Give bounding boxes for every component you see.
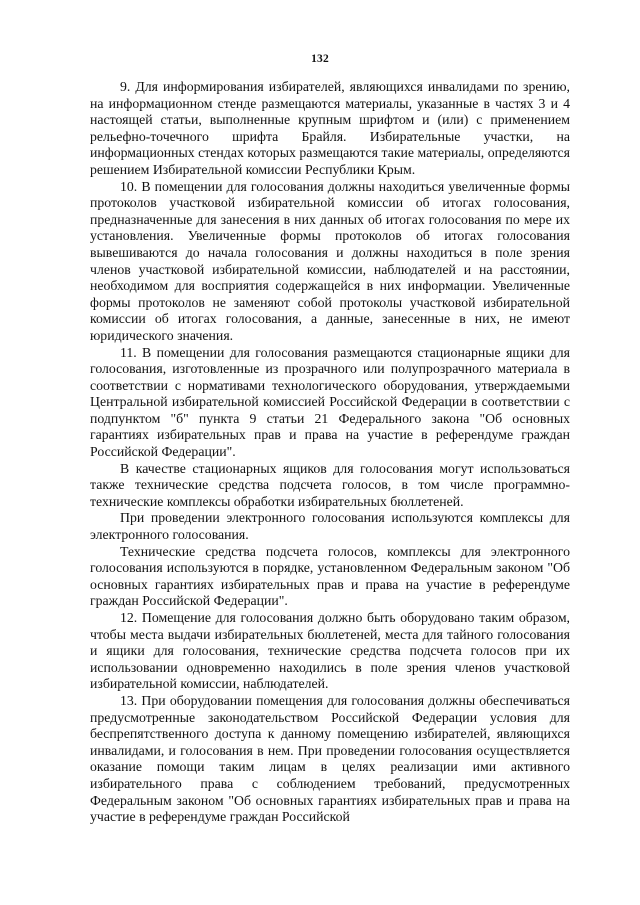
paragraph-11-technical-means: Технические средства подсчета голосов, комплексы для электронного голосования используются в порядке, установленном Федеральным законом "Об основных гарантиях избирательных прав и права на участие в референдуме граждан Российской Федерации". (90, 543, 570, 609)
document-body (90, 79, 570, 826)
paragraph-9: 9. Для информирования избирателей, являющихся инвалидами по зрению, на информационном стенде размещаются материалы, указанные в частях 3 и 4 настоящей статьи, выполненные крупным шрифтом и (или) с применением рельефно-точечного шрифта Брайля. Избирательные участки, на информационных стендах которых размещаются такие материалы, определяются решением Избирательной комиссии Республики Крым. (90, 79, 570, 177)
paragraph-10: 10. В помещении для голосования должны находиться увеличенные формы протоколов участковой избирательной комиссии об итогах голосования, предназначенные для занесения в них данных об итогах голосования по мере их установления. Увеличенные формы протоколов об итогах голосования вывешиваются до начала голосования и должны находиться в поле зрения членов участковой избирательной комиссии, наблюдателей и на расстоянии, необходимом для восприятия содержащейся в них информации. Увеличенные формы протоколов не заменяют собой протоколы участковой избирательной комиссии об итогах голосования, а данные, занесенные в них, не имеют юридического значения. (90, 178, 570, 343)
paragraph-11-electronic-voting: При проведении электронного голосования используются комплексы для электронного голосования. (90, 510, 570, 543)
page-number: 132 (311, 53, 329, 65)
paragraph-12: 12. Помещение для голосования должно быть оборудовано таким образом, чтобы места выдачи избирательных бюллетеней, места для тайного голосования и ящики для голосования, технические средства подсчета голосов при их использовании одновременно находились в поле зрения членов участковой избирательной комиссии, наблюдателей. (90, 610, 570, 692)
paragraph-11: 11. В помещении для голосования размещаются стационарные ящики для голосования, изготовленные из прозрачного или полупрозрачного материала в соответствии с нормативами технологического оборудования, утверждаемыми Центральной избирательной комиссией Российской Федерации в соответствии с подпунктом "б" пункта 9 статьи 21 Федерального закона "Об основных гарантиях избирательных прав и права на участие в референдуме граждан Российской Федерации". (90, 344, 570, 460)
paragraph-13: 13. При оборудовании помещения для голосования должны обеспечиваться предусмотренные законодательством Российской Федерации условия для беспрепятственного доступа к данному помещению избирателей, являющихся инвалидами, и голосования в нем. При проведении голосования осуществляется оказание помощи таким лицам в целях реализации ими активного избирательного права с соблюдением требований, предусмотренных Федеральным законом "Об основных гарантиях избирательных прав и права на участие в референдуме граждан Российской (90, 692, 570, 825)
paragraph-11-ballot-boxes: В качестве стационарных ящиков для голосования могут использоваться также технические средства подсчета голосов, в том числе программно-технические комплексы обработки избирательных бюллетеней. (90, 460, 570, 509)
